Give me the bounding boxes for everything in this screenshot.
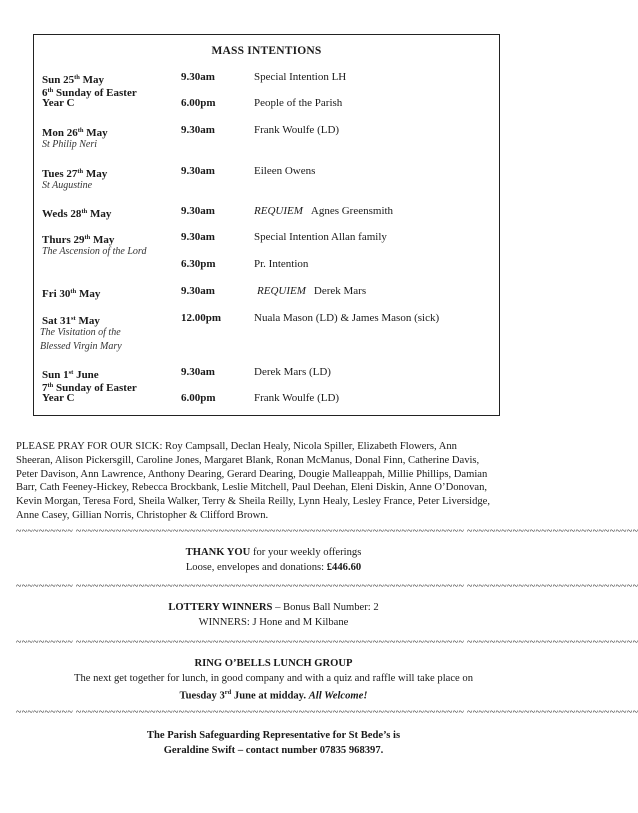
sick-line: Anne Casey, Gillian Norris, Christopher & Clifford Brown. <box>16 509 269 521</box>
day-label: Thurs 29th May <box>42 234 115 246</box>
mass-time: 6.30pm <box>181 258 216 270</box>
divider: ~~~~~~~~~~ ~~~~~~~~~~~~~~~~~~~~~~~~~~~~~~~~~~~~~~~~~~~~~~~~~~~~~~~~~~~~~~~~~~~~ ~~~~~~~~~~~~~~~~~~~~~~~~~~~~~~ <box>16 526 638 537</box>
intention: Special Intention LH <box>254 71 347 83</box>
intention: REQUIEM Agnes Greensmith <box>254 205 394 217</box>
safeguarding-line: The Parish Safeguarding Representative for St Bede’s is <box>146 730 401 741</box>
day-sub-label: 6th Sunday of Easter <box>42 87 137 99</box>
divider: ~~~~~~~~~~ ~~~~~~~~~~~~~~~~~~~~~~~~~~~~~~~~~~~~~~~~~~~~~~~~~~~~~~~~~~~~~~~~~~~~ ~~~~~~~~~~~~~~~~~~~~~~~~~~~~~~ <box>16 707 638 718</box>
mass-time: 6.00pm <box>181 97 216 109</box>
mass-time: 12.00pm <box>181 312 222 324</box>
offerings-section: THANK YOU for your weekly offerings Loose, envelopes and donations: £446.60 <box>185 547 362 573</box>
feast-label: The Ascension of the Lord <box>42 246 147 257</box>
offerings-title: THANK YOU <box>185 547 251 558</box>
lunch-title: RING O’BELLS LUNCH GROUP <box>194 658 353 669</box>
day-label: Mon 26th May <box>42 127 108 139</box>
feast-label: The Visitation of the <box>40 327 121 338</box>
lottery-section: LOTTERY WINNERS – Bonus Ball Number: 2 WINNERS: J Hone and M Kilbane <box>16 601 531 630</box>
day-label: Weds 28th May <box>42 208 112 220</box>
intention: Frank Woulfe (LD) <box>254 392 340 404</box>
feast-label: St Philip Neri <box>42 139 97 150</box>
requiem-label: REQUIEM <box>254 205 303 217</box>
sick-line: PLEASE PRAY FOR OUR SICK: Roy Campsall, Declan Healy, Nicola Spiller, Elizabeth Flowers, Ann <box>16 441 457 452</box>
lunch-line: The next get together for lunch, in good company and with a quiz and raffle will take place on <box>74 672 473 684</box>
day-label: Tues 27th May <box>42 168 108 180</box>
sick-line: Kevin Morgan, Teresa Ford, Sheila Walker, Terry & Sheila Reilly, Lynn Healy, Lesley France, Peter Liversidge, <box>16 496 491 508</box>
mass-time: 9.30am <box>181 285 215 297</box>
year-label: Year C <box>42 97 75 109</box>
mass-time: 9.30am <box>181 366 215 378</box>
sick-line: Barr, Cath Feeney-Hickey, Rebecca Brockbank, Leslie Mitchell, Paul Deehan, Eleni Diskin, Anne O’Donovan, <box>16 482 488 494</box>
divider: ~~~~~~~~~~ ~~~~~~~~~~~~~~~~~~~~~~~~~~~~~~~~~~~~~~~~~~~~~~~~~~~~~~~~~~~~~~~~~~~~ ~~~~~~~~~~~~~~~~~~~~~~~~~~~~~~ <box>16 581 638 592</box>
mass-time: 9.30am <box>181 71 215 83</box>
mass-intentions-title: MASS INTENTIONS <box>211 45 322 57</box>
requiem-label: REQUIEM <box>257 285 306 297</box>
intention: Pr. Intention <box>254 258 309 270</box>
day-label: Sat 31st May <box>42 315 100 327</box>
lottery-title: LOTTERY WINNERS <box>168 602 273 613</box>
lunch-date: Tuesday 3rd June at midday. All Welcome! <box>179 689 368 702</box>
mass-time: 9.30am <box>181 165 215 177</box>
sick-prayer-list <box>16 440 526 523</box>
intention: People of the Parish <box>254 97 343 109</box>
safeguarding-line: Geraldine Swift – contact number 07835 968397. <box>163 744 384 756</box>
lunch-section <box>16 657 531 704</box>
offerings-amount: £446.60 <box>326 561 362 573</box>
sick-line: Peter Davison, Ann Lawrence, Anthony Dearing, Gerard Dearing, Dougie Malleappah, Millie Phillips, Damian <box>16 468 488 480</box>
feast-label: Blessed Virgin Mary <box>40 341 122 352</box>
day-label: Fri 30th May <box>42 288 101 300</box>
lottery-winners: WINNERS: J Hone and M Kilbane <box>198 616 349 628</box>
day-label: Sun 1st June <box>42 369 99 381</box>
day-label: Sun 25th May <box>42 74 105 86</box>
mass-time: 9.30am <box>181 205 215 217</box>
intention: Frank Woulfe (LD) <box>254 124 340 136</box>
mass-intentions-box <box>33 34 500 416</box>
mass-time: 6.00pm <box>181 392 216 404</box>
feast-label: St Augustine <box>42 180 93 191</box>
day-sub-label: 7th Sunday of Easter <box>42 382 137 394</box>
mass-time: 9.30am <box>181 231 215 243</box>
sick-line: Sheeran, Alison Pickersgill, Caroline Jones, Margaret Blank, Ronan McManus, Donal Finn, Catherine Davis, <box>16 454 480 466</box>
intention: Derek Mars (LD) <box>254 366 331 378</box>
intention: Nuala Mason (LD) & James Mason (sick) <box>254 312 440 324</box>
safeguarding-section <box>16 729 531 758</box>
year-label: Year C <box>42 392 75 404</box>
intention: REQUIEM Derek Mars <box>257 285 367 297</box>
divider: ~~~~~~~~~~ ~~~~~~~~~~~~~~~~~~~~~~~~~~~~~~~~~~~~~~~~~~~~~~~~~~~~~~~~~~~~~~~~~~~~ ~~~~~~~~~~~~~~~~~~~~~~~~~~~~~~ <box>16 637 638 648</box>
mass-time: 9.30am <box>181 124 215 136</box>
welcome-label: All Welcome! <box>308 690 368 702</box>
intention: Special Intention Allan family <box>254 231 387 243</box>
intention: Eileen Owens <box>254 165 316 177</box>
